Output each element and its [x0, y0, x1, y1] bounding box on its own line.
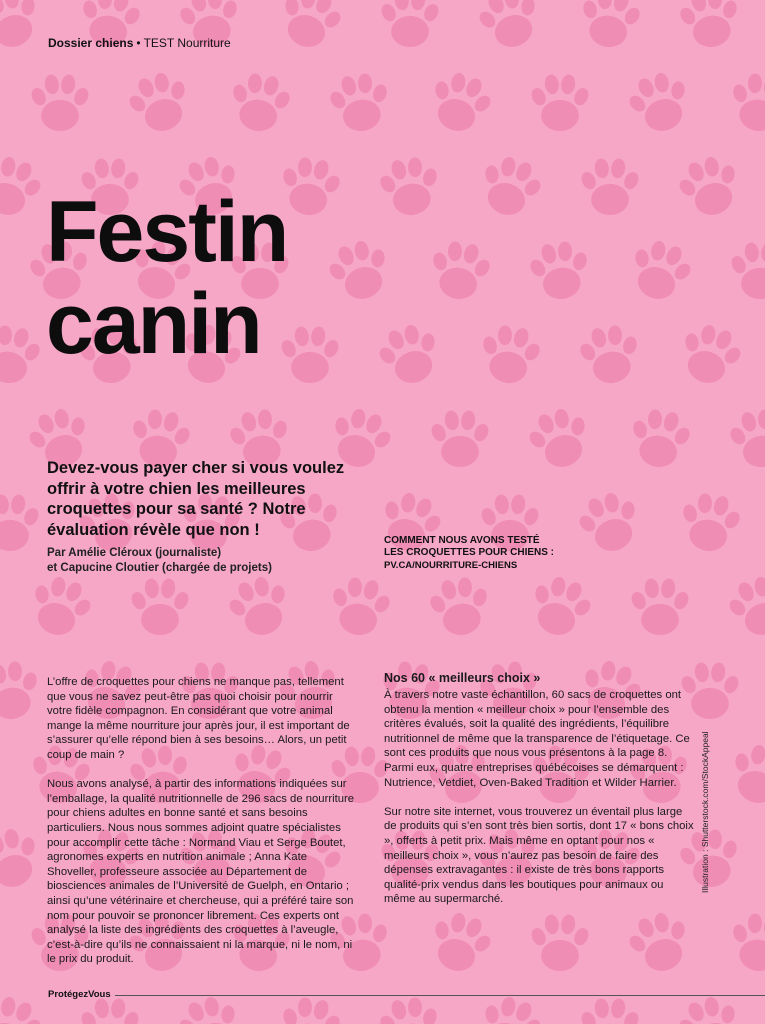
- title-line-2: canin: [46, 276, 261, 372]
- body-paragraph: À travers notre vaste échantillon, 60 sacs de croquettes ont obtenu la mention « meilleur choix » pour l’ensemble des critères évalués, soit la qualité des ingrédients, l’équilibre nutritionnel de même que la transparence de l’étiquetage. Ce sont ces produits que nous vous présentons à la page 8. Parmi eux, quatre entreprises québécoises se démarquent : Nutrience, Vetdiet, Oven-Baked Tradition et Wilder Harrier.: [384, 689, 690, 789]
- footer-divider: [115, 995, 765, 996]
- header-separator: •: [136, 36, 141, 50]
- section-name: Dossier chiens: [48, 36, 134, 50]
- paw-print-icon: [522, 569, 599, 643]
- section-header: [48, 36, 231, 50]
- paw-print-icon: [675, 0, 745, 52]
- paw-print-icon: [725, 405, 765, 471]
- article-title: [46, 186, 287, 370]
- paw-print-icon: [579, 998, 641, 1024]
- paw-print-icon: [425, 237, 495, 303]
- paw-print-icon: [625, 405, 695, 471]
- paw-print-icon: [225, 69, 295, 135]
- paw-print-icon: [529, 914, 591, 971]
- body-column-right: [384, 670, 696, 922]
- paw-print-icon: [371, 317, 448, 391]
- paw-print-icon: [79, 998, 141, 1024]
- paw-print-icon: [29, 74, 91, 131]
- body-paragraph: Sur notre site internet, vous trouverez un éventail plus large de produits qui s’en sont très bien sortis, dont 17 « bons choix », offerts à petit prix. Mais même en optant pour nos « meilleurs choix », vous n’aurez pas besoin de faire des dépenses extravagantes : il existe de très bons rapports qualité-prix vendus dans les boutiques pour animaux ou même au supermarché.: [384, 805, 694, 906]
- paw-print-icon: [729, 242, 765, 299]
- body-paragraph: L’offre de croquettes pour chiens ne manque pas, tellement que vous ne savez peut-être pas quoi choisir pour nourrir votre fidèle compagnon. En considérant que votre animal mange la même nourriture jour après jour, il est important de s’assurer qu’elle répond bien à ses besoins… Alors, un petit coup de main ?: [47, 676, 350, 761]
- paw-print-icon: [375, 993, 445, 1024]
- paw-print-icon: [575, 321, 645, 387]
- paw-print-icon: [579, 158, 641, 215]
- paw-print-icon: [521, 401, 598, 475]
- paw-print-icon: [722, 737, 765, 811]
- body-paragraph: Nous avons analysé, à partir des informations indiquées sur l’emballage, la qualité nutritionnelle de 296 sacs de nourriture pour chiens adultes en bonne santé et sans besoins particuliers. Nous nous sommes adjoint quatre spécialistes pour accomplir cette tâche : Normand Viau et Serge Boutet, agronomes experts en nutrition animale ; Anna Kate Shoveller, professeure associée au Département de biosciences animales de l’Université de Guelph, en Ontario ; ainsi qu’une vétérinaire et chercheuse, qui a préféré taire son nom pour pouvoir se prononcer librement. Ces experts ont analysé la liste des ingrédients des croquettes à l’aveugle, c’est-à-dire qu’ils ne connaissaient ni la marque, ni le nom, ni le prix du produit.: [47, 778, 355, 966]
- method-box: [384, 535, 624, 572]
- paw-print-icon: [221, 569, 298, 643]
- paw-print-icon: [325, 69, 395, 135]
- method-link[interactable]: PV.CA/NOURRITURE-CHIENS: [384, 560, 518, 571]
- article-deck: Devez-vous payer cher si vous voulez offrir à votre chien les meilleures croquettes pour sa santé ? Notre évaluation révèle que non !: [47, 459, 345, 539]
- paw-print-icon: [272, 0, 349, 55]
- paw-print-icon: [22, 569, 99, 643]
- paw-print-icon: [725, 69, 765, 135]
- paw-print-icon: [575, 0, 645, 52]
- paw-print-icon: [275, 993, 345, 1024]
- paw-print-icon: [629, 578, 691, 635]
- paw-print-icon: [725, 909, 765, 975]
- paw-print-icon: [0, 494, 41, 551]
- method-line-2: LES CROQUETTES POUR CHIENS :: [384, 547, 555, 558]
- paw-print-icon: [622, 233, 699, 307]
- paw-print-icon: [525, 237, 595, 303]
- paw-print-icon: [0, 821, 48, 895]
- paw-print-icon: [675, 489, 745, 555]
- paw-print-icon: [471, 0, 548, 55]
- illustration-credit: Illustration : Shutterstock.com/StockAppeal: [700, 731, 710, 893]
- paw-print-icon: [279, 326, 341, 383]
- paw-print-icon: [0, 0, 48, 55]
- paw-print-icon: [375, 153, 445, 219]
- paw-print-icon: [0, 989, 49, 1024]
- paw-print-icon: [0, 657, 45, 723]
- paw-print-icon: [321, 233, 398, 307]
- paw-print-icon: [425, 573, 495, 639]
- byline-line-1: Par Amélie Cléroux (journaliste): [47, 547, 222, 559]
- subheading: Nos 60 « meilleurs choix »: [384, 671, 541, 685]
- paw-print-icon: [721, 569, 765, 643]
- method-line-1: COMMENT NOUS AVONS TESTÉ: [384, 535, 540, 546]
- title-line-1: Festin: [46, 184, 288, 280]
- footer-brand: ProtégezVous: [48, 989, 111, 1000]
- body-column-left: [47, 675, 359, 981]
- byline-line-2: et Capucine Cloutier (chargée de projets): [47, 562, 272, 574]
- paw-print-icon: [472, 149, 549, 223]
- paw-print-icon: [475, 321, 545, 387]
- paw-print-icon: [0, 149, 49, 223]
- paw-print-icon: [422, 65, 499, 139]
- paw-print-icon: [325, 573, 395, 639]
- paw-print-icon: [0, 321, 45, 387]
- subsection-name: TEST Nourriture: [143, 36, 231, 50]
- byline: [47, 546, 357, 576]
- paw-print-icon: [621, 65, 698, 139]
- paw-print-icon: [129, 578, 191, 635]
- paw-print-icon: [429, 410, 491, 467]
- paw-print-icon: [671, 149, 748, 223]
- paw-print-icon: [672, 317, 749, 391]
- paw-print-icon: [379, 0, 441, 47]
- paw-print-icon: [121, 65, 198, 139]
- paw-print-icon: [529, 74, 591, 131]
